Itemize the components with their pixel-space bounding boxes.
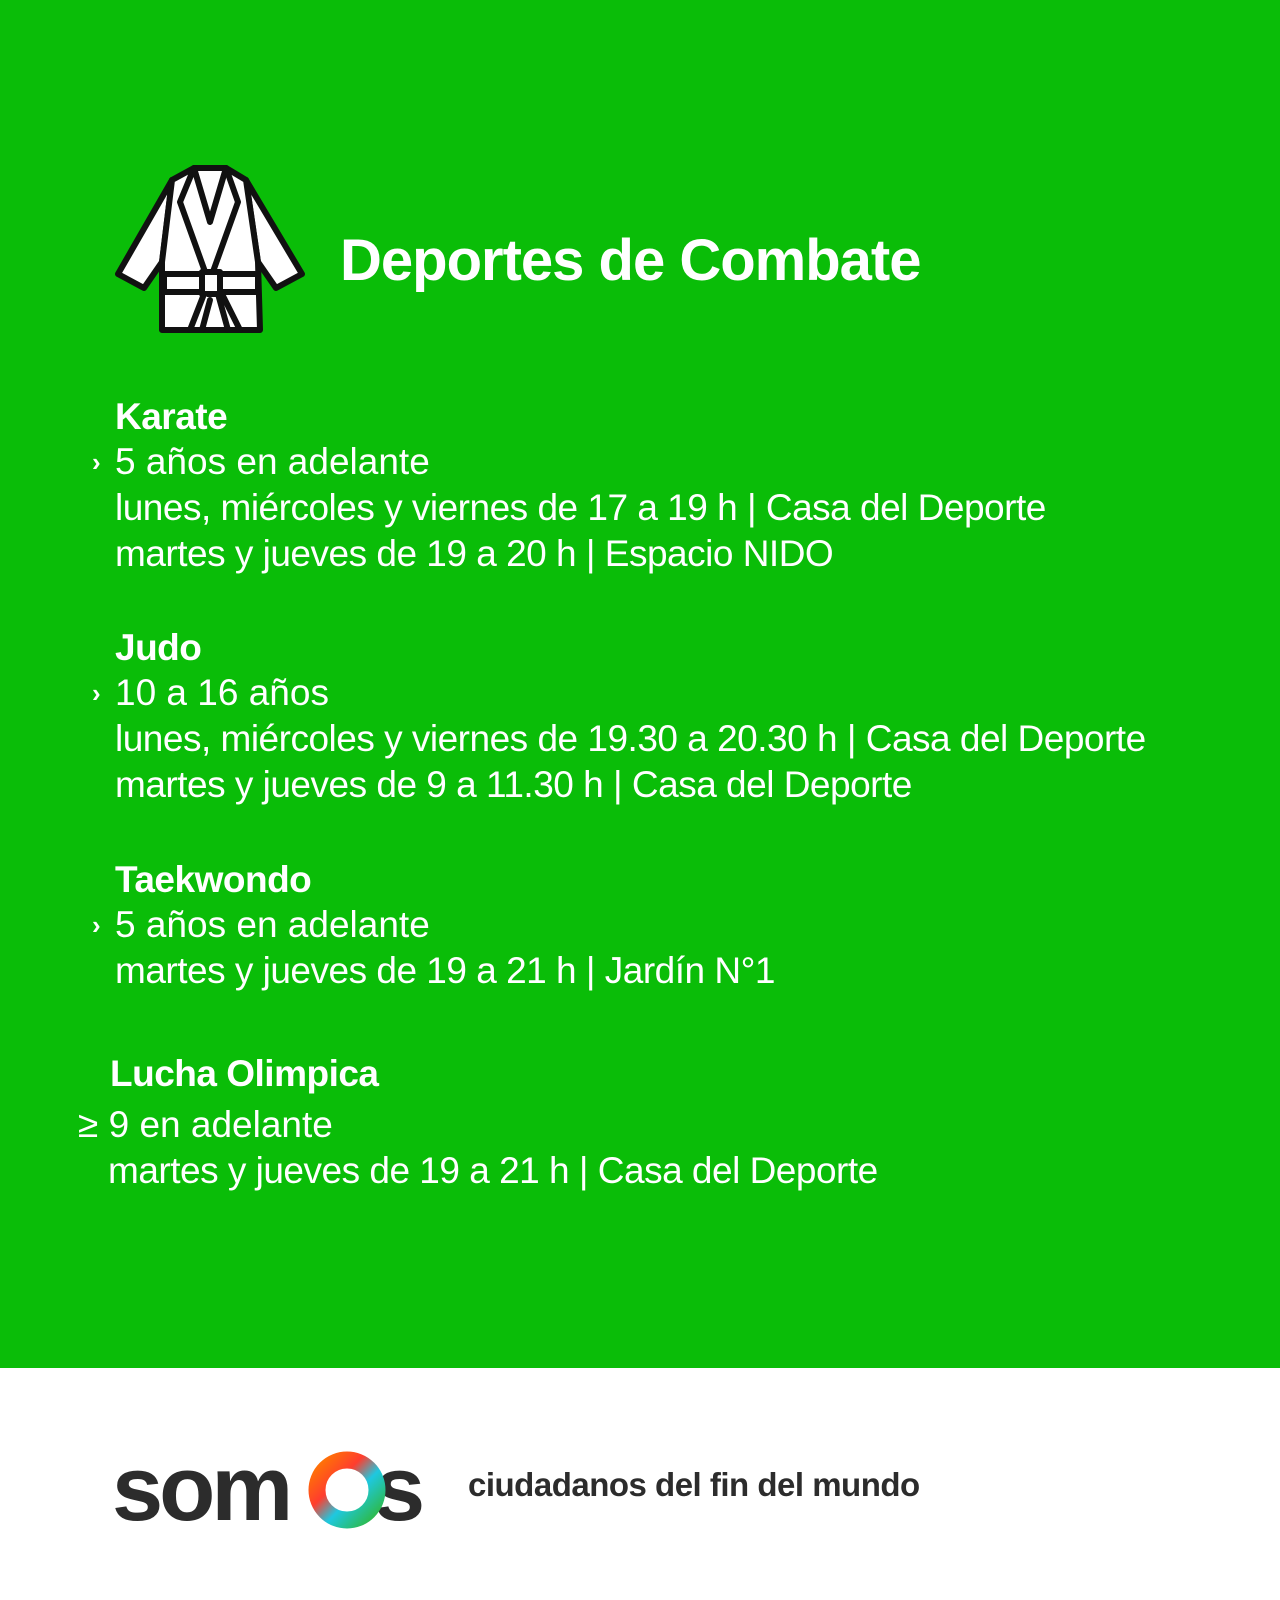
age-range: ≥ 9 en adelante (78, 1104, 333, 1145)
svg-text:s: s (374, 1438, 426, 1538)
chevron-right-icon: › (92, 910, 101, 940)
age-range: 5 años en adelante (115, 904, 430, 945)
kimono-icon (110, 162, 320, 342)
chevron-right-icon: › (92, 678, 101, 708)
age-range: 5 años en adelante (115, 441, 430, 482)
svg-text:som: som (112, 1438, 290, 1538)
sport-name: Karate (115, 396, 228, 437)
sport-name: Lucha Olimpica (110, 1053, 379, 1094)
schedule-line: martes y jueves de 9 a 11.30 h | Casa del Deporte (115, 764, 912, 805)
somos-logo (112, 1438, 452, 1538)
chevron-right-icon: › (92, 447, 101, 477)
schedule-line: martes y jueves de 19 a 21 h | Jardín N°1 (115, 950, 775, 991)
schedule-line: lunes, miércoles y viernes de 19.30 a 20.30 h | Casa del Deporte (115, 718, 1146, 759)
schedule-line: martes y jueves de 19 a 21 h | Casa del Deporte (108, 1150, 878, 1191)
tagline: ciudadanos del fin del mundo (468, 1466, 920, 1503)
schedule-line: martes y jueves de 19 a 20 h | Espacio NIDO (115, 533, 834, 574)
page-title: Deportes de Combate (340, 228, 921, 293)
schedule-line: lunes, miércoles y viernes de 17 a 19 h | Casa del Deporte (115, 487, 1046, 528)
sport-name: Taekwondo (115, 859, 312, 900)
age-range: 10 a 16 años (115, 672, 329, 713)
sport-name: Judo (115, 627, 202, 668)
